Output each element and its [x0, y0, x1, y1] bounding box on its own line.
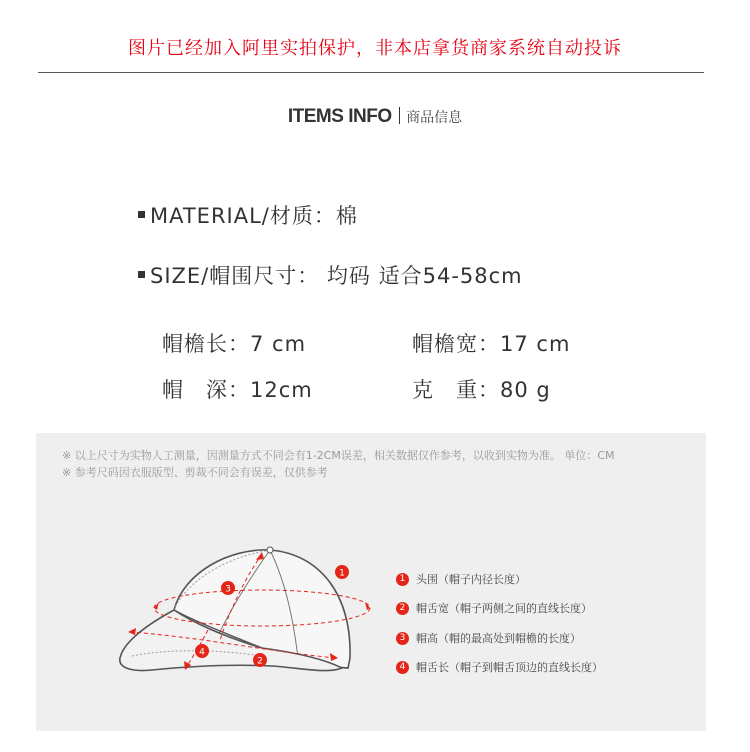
legend-number: 3	[396, 632, 409, 645]
svg-text:4: 4	[199, 647, 205, 658]
section-title-zh: 商品信息	[406, 110, 463, 126]
material-text: MATERIAL/材质：棉	[150, 204, 358, 228]
section-title-en: ITEMS INFO	[287, 106, 392, 127]
square-bullet-icon	[138, 271, 145, 278]
svg-text:1: 1	[339, 568, 345, 579]
marker-3	[221, 581, 235, 595]
legend-item-4	[396, 659, 603, 675]
legend-text: 帽舌宽（帽子两侧之间的直线长度）	[416, 602, 592, 615]
legend-item-3	[396, 630, 581, 646]
legend-text: 头围（帽子内径长度）	[416, 573, 526, 586]
top-divider	[38, 72, 704, 73]
size-text: SIZE/帽围尺寸： 均码 适合54-58cm	[150, 264, 523, 288]
legend-number: 2	[396, 602, 409, 615]
square-bullet-icon	[138, 211, 145, 218]
marker-2	[253, 653, 267, 667]
legend-number: 4	[396, 661, 409, 674]
legend-text: 帽高（帽的最高处到帽檐的长度）	[416, 632, 581, 645]
cap-button	[267, 547, 273, 553]
svg-text:2: 2	[257, 656, 263, 667]
reference-note: ※ 参考尺码因衣服版型、剪裁不同会有误差，仅供参考	[62, 466, 328, 479]
cap-depth: 帽 深：12cm	[162, 378, 313, 402]
spec-material	[138, 200, 358, 230]
brim-width: 帽檐宽：17 cm	[412, 332, 571, 356]
svg-text:3: 3	[225, 584, 231, 595]
arrow-head	[128, 628, 136, 635]
measurement-note: ※ 以上尺寸为实物人工测量，因测量方式不同会有1-2CM误差，相关数据仅作参考，以收到实物为准。 单位：CM	[62, 449, 615, 462]
cap-weight: 克 重：80 g	[412, 378, 551, 402]
brim-length: 帽檐长：7 cm	[162, 332, 307, 356]
legend-text: 帽舌长（帽子到帽舌顶边的直线长度）	[416, 661, 603, 674]
marker-4	[195, 644, 209, 658]
section-title	[0, 106, 750, 128]
spec-size	[138, 260, 523, 290]
anti-copy-notice: 图片已经加入阿里实拍保护，非本店拿货商家系统自动投诉	[128, 38, 622, 59]
legend-number: 1	[396, 573, 409, 586]
title-separator	[399, 107, 401, 124]
legend-item-1	[396, 571, 526, 587]
marker-1	[335, 565, 349, 579]
arrow-head	[365, 602, 370, 610]
legend-item-2	[396, 600, 592, 616]
cap-diagram	[112, 540, 380, 686]
